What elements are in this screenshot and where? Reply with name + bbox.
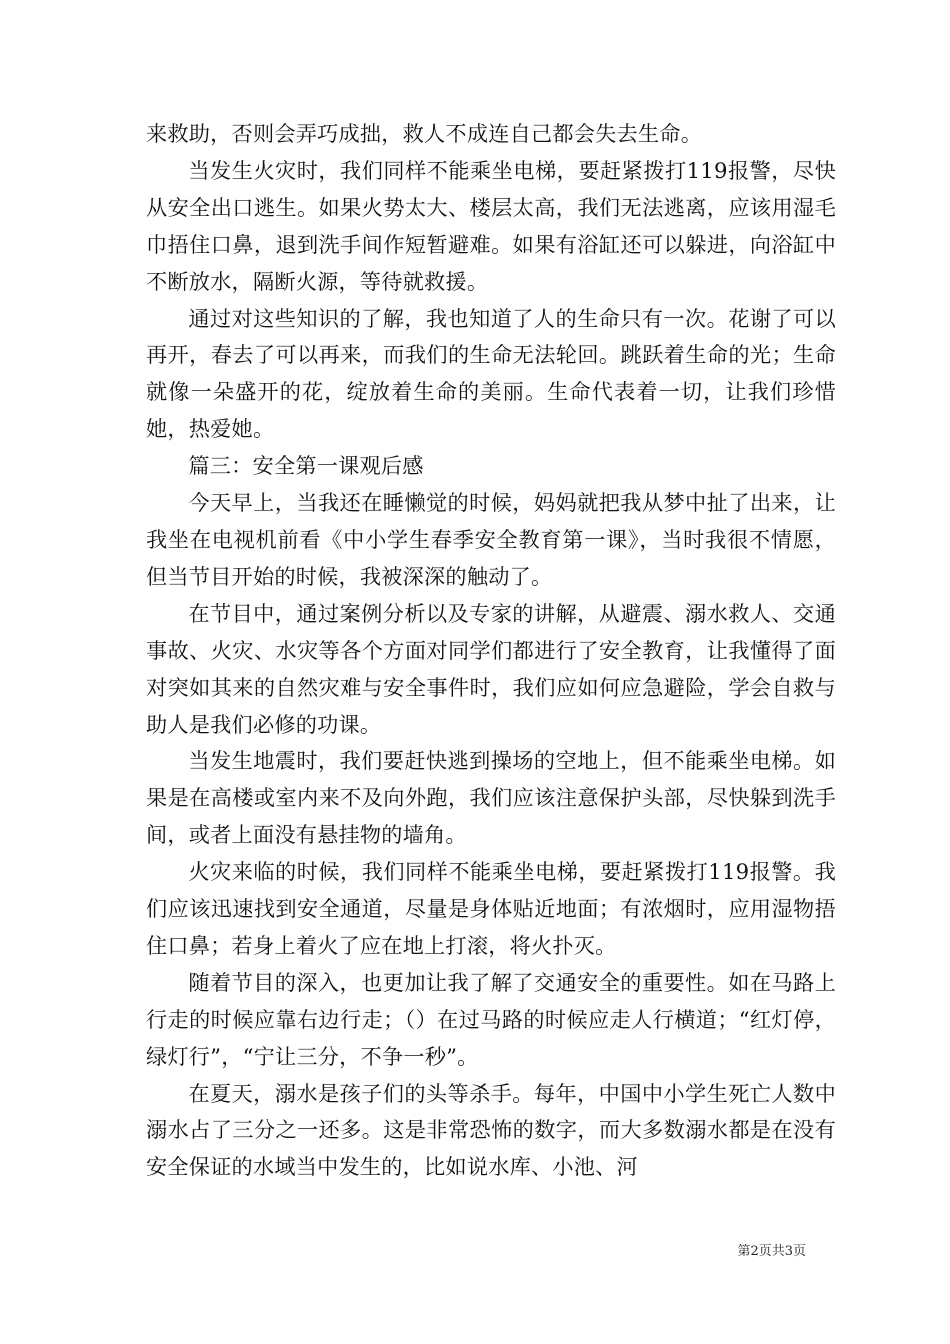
page-number-footer: 第2页共3页 bbox=[737, 1244, 806, 1259]
paragraph-earthquake: 当发生地震时，我们要赶快逃到操场的空地上，但不能乘坐电梯。如果是在高楼或室内来不及向外跑，我们应该注意保护头部，尽快躲到洗手间，或者上面没有悬挂物的墙角。 bbox=[146, 748, 836, 848]
paragraph-program-content: 在节目中，通过案例分析以及专家的讲解，从避震、溺水救人、交通事故、火灾、水灾等各个方面对同学们都进行了安全教育，让我懂得了面对突如其来的自然灾难与安全事件时，我们应如何应急避险，学会自救与助人是我们必修的功课。 bbox=[146, 600, 836, 737]
document-body bbox=[146, 116, 836, 1186]
paragraph-drowning: 在夏天，溺水是孩子们的头等杀手。每年，中国中小学生死亡人数中溺水占了三分之一还多。这是非常恐怖的数字，而大多数溺水都是在没有安全保证的水域当中发生的，比如说水库、小池、河 bbox=[146, 1080, 836, 1180]
paragraph-life-reflection: 通过对这些知识的了解，我也知道了人的生命只有一次。花谢了可以再开，春去了可以再来，而我们的生命无法轮回。跳跃着生命的光；生命就像一朵盛开的花，绽放着生命的美丽。生命代表着一切，让我们珍惜她，热爱她。 bbox=[146, 305, 836, 442]
paragraph-traffic-safety: 随着节目的深入，也更加让我了解了交通安全的重要性。如在马路上行走的时候应靠右边行走；（）在过马路的时候应走人行横道；“红灯停，绿灯行”，“宁让三分，不争一秒”。 bbox=[146, 969, 836, 1069]
section-heading: 篇三：安全第一课观后感 bbox=[188, 453, 424, 479]
paragraph-fire-escape: 当发生火灾时，我们同样不能乘坐电梯，要赶紧拨打119报警，尽快从安全出口逃生。如果火势太大、楼层太高，我们无法逃离，应该用湿毛巾捂住口鼻，退到洗手间作短暂避难。如果有浴缸还可以躲进，向浴缸中不断放水，隔断火源，等待就救援。 bbox=[146, 157, 836, 294]
paragraph-morning-tv: 今天早上，当我还在睡懒觉的时候，妈妈就把我从梦中扯了出来，让我坐在电视机前看《中小学生春季安全教育第一课》，当时我很不情愿，但当节目开始的时候，我被深深的触动了。 bbox=[146, 490, 836, 589]
paragraph-fire: 火灾来临的时候，我们同样不能乘坐电梯，要赶紧拨打119报警。我们应该迅速找到安全通道，尽量是身体贴近地面；有浓烟时，应用湿物捂住口鼻；若身上着火了应在地上打滚，将火扑灭。 bbox=[146, 859, 836, 958]
paragraph-continuation: 来救助，否则会弄巧成拙，救人不成连自己都会失去生命。 bbox=[146, 121, 703, 146]
